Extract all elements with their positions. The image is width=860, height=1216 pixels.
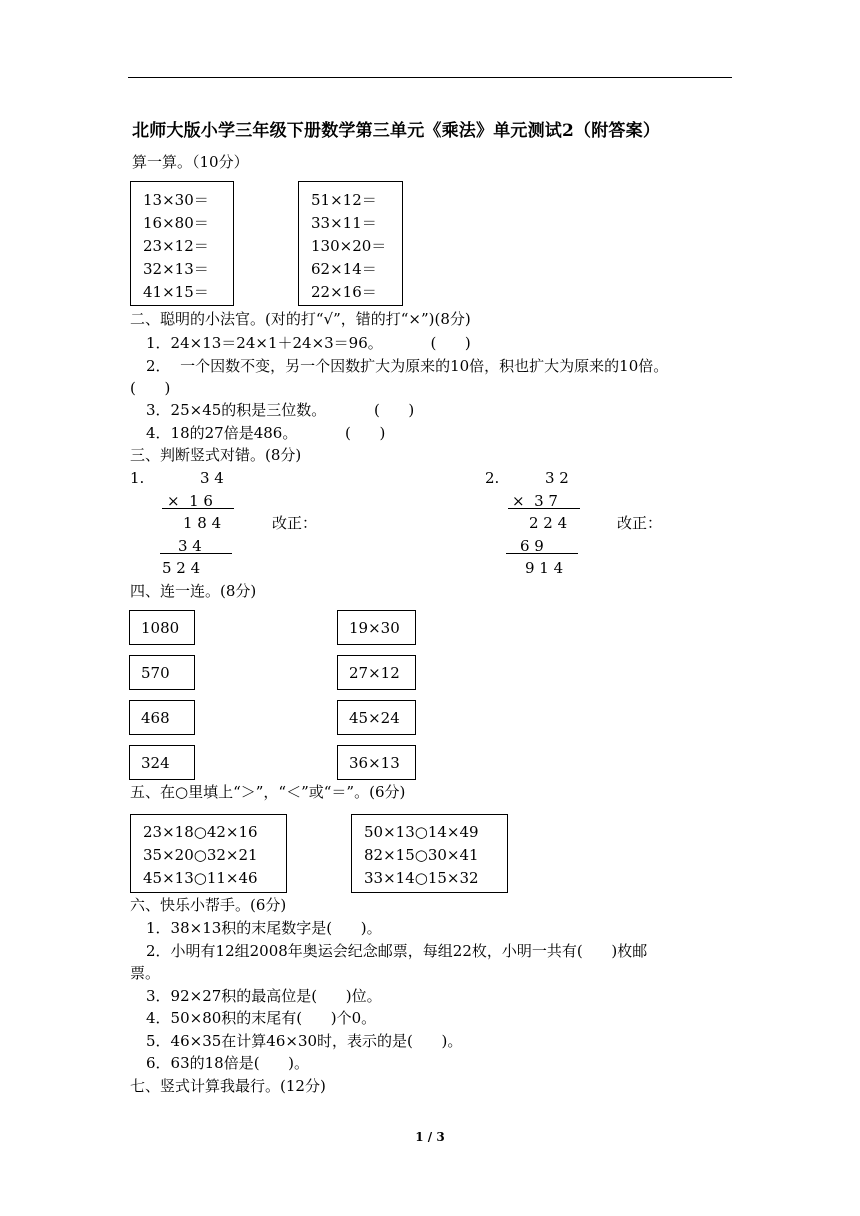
calc-item: 130×20＝ <box>311 237 387 255</box>
calc-item: 16×80＝ <box>143 214 209 232</box>
calc-item: 22×16＝ <box>311 283 377 301</box>
match-right-box[interactable] <box>337 655 416 690</box>
match-left-box[interactable] <box>129 610 195 645</box>
calc-box-right <box>298 181 403 306</box>
match-value: 570 <box>141 664 170 682</box>
question-item: 3．92×27积的最高位是( )位。 <box>146 987 382 1005</box>
match-expression: 27×12 <box>349 664 400 682</box>
section-7-heading: 七、竖式计算我最行。(12分) <box>130 1077 326 1095</box>
calc-item: 62×14＝ <box>311 260 377 278</box>
match-expression: 36×13 <box>349 754 400 772</box>
question-item: 2． 一个因数不变，另一个因数扩大为原来的10倍，积也扩大为原来的10倍。 <box>146 357 669 375</box>
compare-box-left <box>130 814 287 893</box>
vertical-line: 1 8 4 <box>183 514 222 532</box>
question-item: 4．50×80积的末尾有( )个0。 <box>146 1009 377 1027</box>
section-6-heading: 六、快乐小帮手。(6分) <box>130 896 287 914</box>
page-number: 1 / 3 <box>415 1130 445 1144</box>
calc-item: 33×11＝ <box>311 214 377 232</box>
match-right-box[interactable] <box>337 700 416 735</box>
vertical-rule <box>506 553 578 554</box>
calc-item: 13×30＝ <box>143 191 209 209</box>
section-4-heading: 四、连一连。(8分) <box>130 582 257 600</box>
compare-item: 82×15○30×41 <box>364 846 479 864</box>
answer-blank: ( ) <box>130 379 171 397</box>
vertical-line: × 3 7 <box>512 492 558 510</box>
compare-box-right <box>351 814 508 893</box>
vertical-line: 9 1 4 <box>525 559 564 577</box>
vertical-rule <box>508 508 580 509</box>
match-expression: 45×24 <box>349 709 400 727</box>
match-value: 1080 <box>141 619 180 637</box>
vertical-line: 6 9 <box>520 537 544 555</box>
section-5-heading: 五、在○里填上“＞”，“＜”或“＝”。(6分) <box>130 783 406 801</box>
section-3-heading: 三、判断竖式对错。(8分) <box>130 446 302 464</box>
match-value: 324 <box>141 754 170 772</box>
question-item: 1．38×13积的末尾数字是( )。 <box>146 919 382 937</box>
problem-number: 1. <box>130 469 145 487</box>
calc-item: 32×13＝ <box>143 260 209 278</box>
compare-item: 35×20○32×21 <box>143 846 258 864</box>
question-item: 5．46×35在计算46×30时，表示的是( )。 <box>146 1032 463 1050</box>
vertical-line: 5 2 4 <box>162 559 201 577</box>
vertical-rule <box>162 508 234 509</box>
calc-item: 51×12＝ <box>311 191 377 209</box>
problem-number: 2. <box>485 469 500 487</box>
compare-item: 50×13○14×49 <box>364 823 479 841</box>
vertical-line: 2 2 4 <box>529 514 568 532</box>
compare-item: 45×13○11×46 <box>143 869 258 887</box>
compare-item: 23×18○42×16 <box>143 823 258 841</box>
correction-label: 改正： <box>617 514 663 532</box>
match-right-box[interactable] <box>337 745 416 780</box>
question-item: 6．63的18倍是( )。 <box>146 1054 310 1072</box>
match-left-box[interactable] <box>129 700 195 735</box>
vertical-line: 3 4 <box>178 537 202 555</box>
calc-item: 41×15＝ <box>143 283 209 301</box>
header-rule <box>128 77 732 78</box>
calc-box-left <box>130 181 234 306</box>
calc-item: 23×12＝ <box>143 237 209 255</box>
match-value: 468 <box>141 709 170 727</box>
vertical-line: 3 2 <box>545 469 569 487</box>
correction-label: 改正： <box>272 514 318 532</box>
vertical-rule <box>160 553 232 554</box>
question-item: 票。 <box>130 964 161 982</box>
section-2-heading: 二、聪明的小法官。(对的打“√”，错的打“×”)(8分) <box>130 310 471 328</box>
match-right-box[interactable] <box>337 610 416 645</box>
page-title: 北师大版小学三年级下册数学第三单元《乘法》单元测试2（附答案） <box>132 121 661 141</box>
match-left-box[interactable] <box>129 745 195 780</box>
vertical-line: 3 4 <box>200 469 224 487</box>
vertical-line: × 1 6 <box>167 492 213 510</box>
match-left-box[interactable] <box>129 655 195 690</box>
compare-item: 33×14○15×32 <box>364 869 479 887</box>
match-expression: 19×30 <box>349 619 400 637</box>
question-item: 2．小明有12组2008年奥运会纪念邮票，每组22枚，小明一共有( )枚邮 <box>146 942 648 960</box>
question-item: 4．18的27倍是486。 ( ) <box>146 424 386 442</box>
question-item: 1．24×13＝24×1＋24×3＝96。 ( ) <box>146 334 471 352</box>
section-1-heading: 算一算。（10分） <box>132 153 249 171</box>
question-item: 3．25×45的积是三位数。 ( ) <box>146 401 415 419</box>
